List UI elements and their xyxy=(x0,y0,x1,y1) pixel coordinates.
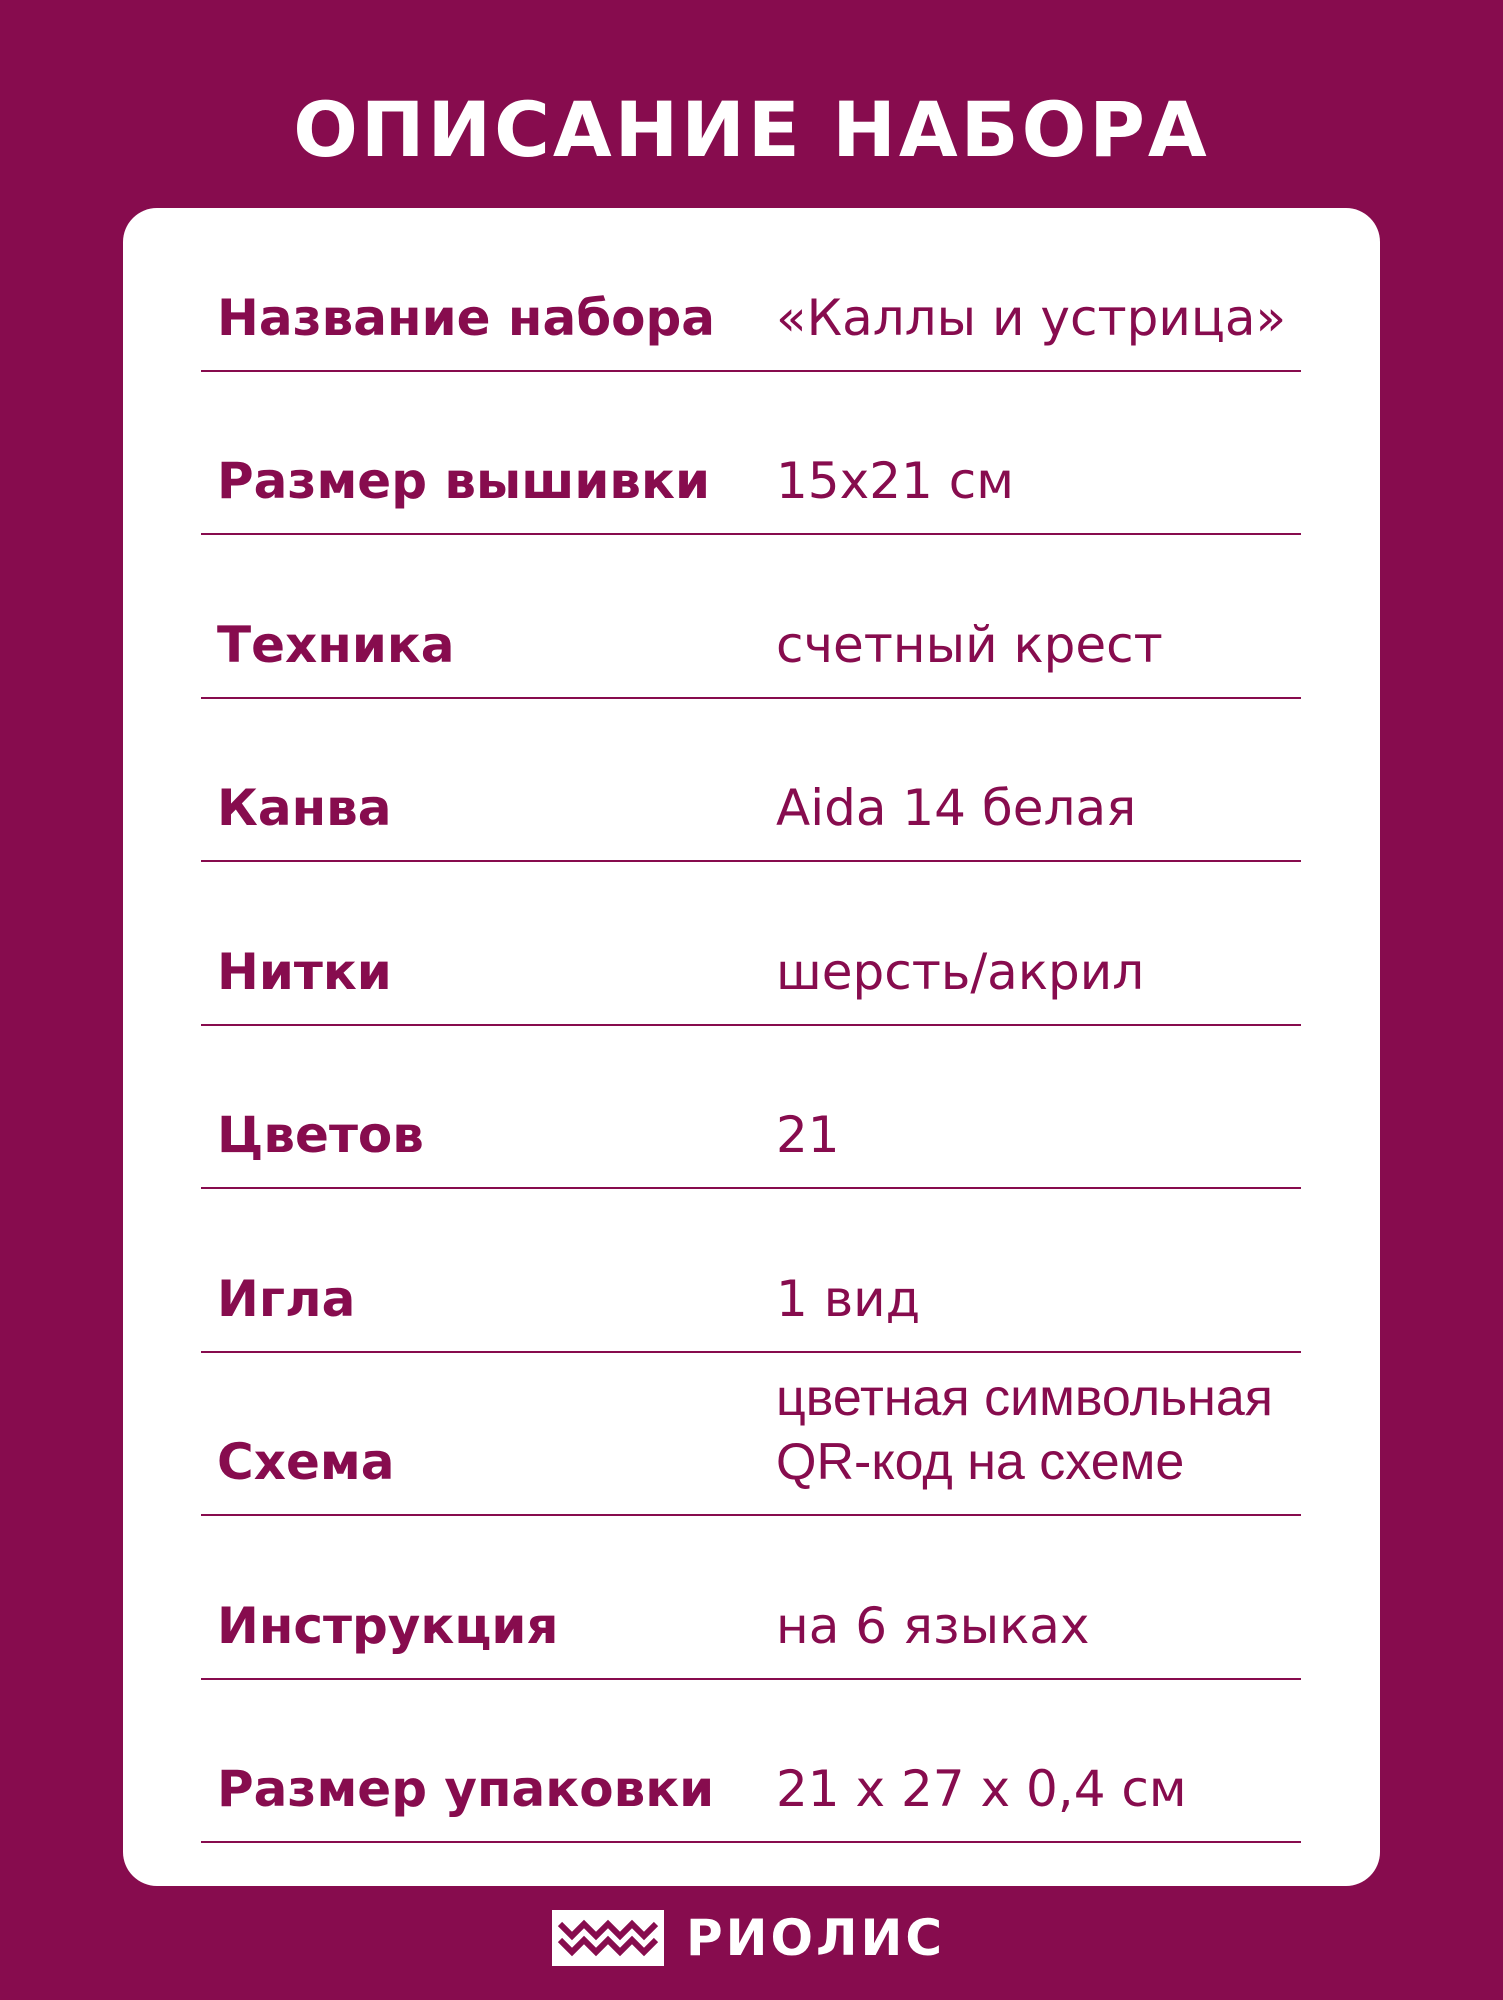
spec-label: Название набора xyxy=(217,288,715,347)
spec-label: Канва xyxy=(217,779,392,837)
spec-label: Схема xyxy=(217,1433,395,1491)
spec-row-chart xyxy=(201,1353,1301,1517)
spec-value: 21 xyxy=(776,1106,840,1164)
spec-value-line: QR-код на схеме xyxy=(776,1433,1185,1491)
spec-value-line: цветная символьная xyxy=(776,1369,1273,1427)
spec-value: 1 вид xyxy=(776,1269,921,1328)
spec-value: 15х21 см xyxy=(776,452,1014,510)
spec-value: на 6 языках xyxy=(776,1596,1090,1655)
spec-value xyxy=(776,1366,1273,1494)
spec-label: Инструкция xyxy=(217,1596,559,1655)
spec-label: Размер упаковки xyxy=(217,1760,715,1818)
spec-value: 21 х 27 х 0,4 см xyxy=(776,1760,1187,1818)
spec-row-technique xyxy=(201,535,1301,699)
spec-row-embroidery-size xyxy=(201,372,1301,536)
page-title: ОПИСАНИЕ НАБОРА xyxy=(293,85,1210,174)
spec-label: Техника xyxy=(217,615,455,674)
spec-row-colors xyxy=(201,1026,1301,1190)
spec-label: Нитки xyxy=(217,942,392,1001)
spec-row-canvas xyxy=(201,699,1301,863)
description-card xyxy=(123,208,1380,1886)
spec-row-package-size xyxy=(201,1680,1301,1844)
riolis-logo-icon xyxy=(552,1910,664,1966)
spec-row-needle xyxy=(201,1189,1301,1353)
spec-row-threads xyxy=(201,862,1301,1026)
spec-label: Игла xyxy=(217,1269,356,1328)
spec-label: Размер вышивки xyxy=(217,452,711,510)
spec-label: Цветов xyxy=(217,1106,424,1164)
brand-logo xyxy=(552,1908,945,1968)
spec-value: «Каллы и устрица» xyxy=(776,288,1287,347)
spec-row-kit-name xyxy=(201,208,1301,372)
spec-value: шерсть/акрил xyxy=(776,942,1145,1001)
spec-value: Aida 14 белая xyxy=(776,779,1137,837)
spec-value: счетный крест xyxy=(776,615,1163,674)
brand-name: РИОЛИС xyxy=(686,1909,946,1967)
spec-row-instruction xyxy=(201,1516,1301,1680)
spec-table xyxy=(201,208,1301,1843)
